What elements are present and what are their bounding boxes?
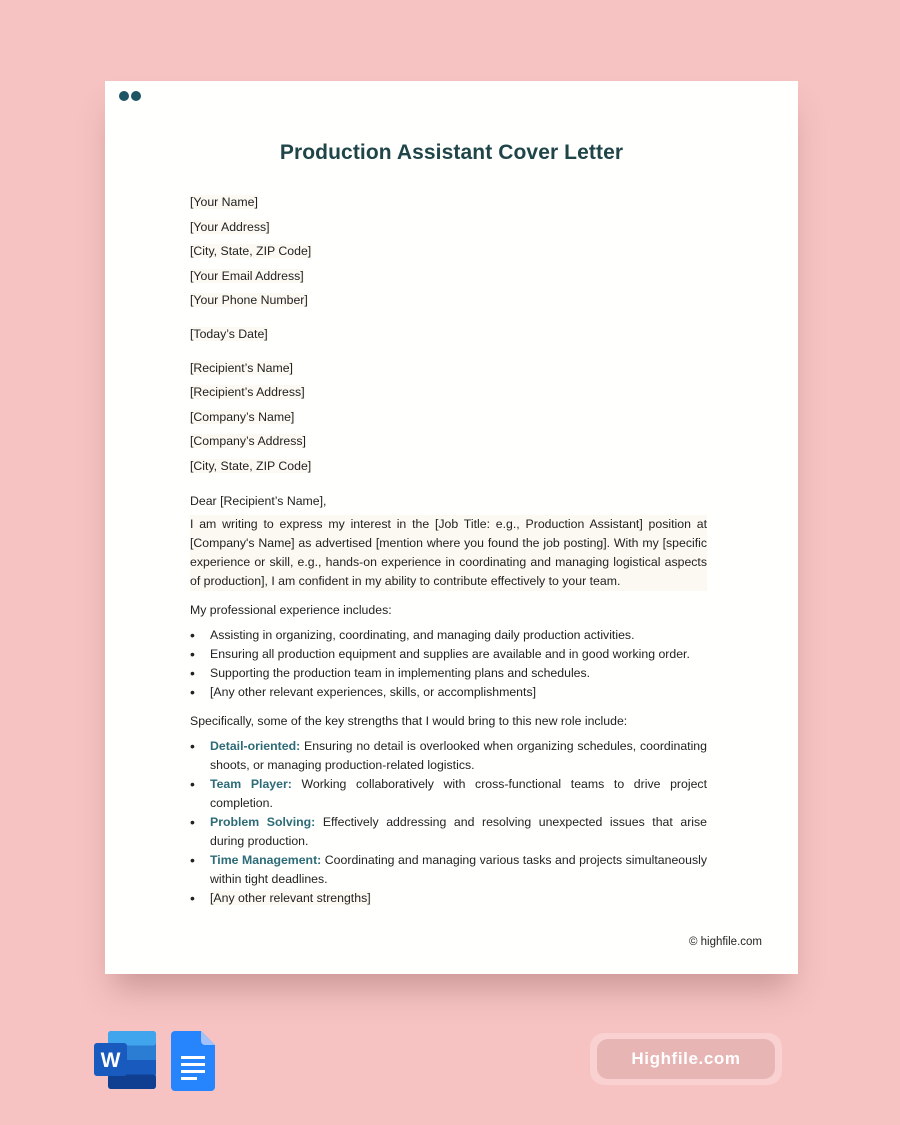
- dot-icon: [119, 91, 129, 101]
- document-title: Production Assistant Cover Letter: [279, 141, 624, 164]
- site-badge[interactable]: [590, 1033, 782, 1085]
- strength-item: [190, 813, 707, 851]
- strengths-intro: Specifically, some of the key strengths that I would bring to this new role include:: [190, 713, 628, 728]
- sender-address: [Your Address]: [190, 219, 270, 234]
- strength-text: [Any other relevant strengths]: [210, 890, 371, 905]
- sender-name: [Your Name]: [190, 195, 258, 209]
- strengths-list: [190, 737, 707, 908]
- decorative-dots-icon: [119, 91, 141, 101]
- experience-list: [190, 626, 707, 702]
- strength-item: [190, 737, 707, 775]
- company-name: [Company’s Name]: [190, 409, 295, 424]
- letter-date: [Today’s Date]: [190, 326, 268, 341]
- svg-text:W: W: [100, 1049, 121, 1072]
- experience-item: • Assisting in organizing, coordinating, and managing daily production activities.: [190, 626, 707, 645]
- company-address: [Company’s Address]: [190, 434, 306, 449]
- sender-phone: [Your Phone Number]: [190, 293, 308, 308]
- intro-paragraph: I am writing to express my interest in the [Job Title: e.g., Production Assistant] position at [Company's Name] as advertised [mention where you found the job posting]. With my [specific experience or skill, e.g., hands-on experience in coordinating and managing logistical aspects of production], I am confident in my ability to contribute effectively to your team.: [190, 515, 707, 591]
- dot-icon: [131, 91, 141, 101]
- sender-block: [190, 193, 707, 316]
- copyright-notice: © highfile.com: [688, 936, 762, 948]
- recipient-name: [Recipient’s Name]: [190, 360, 293, 375]
- strength-item: [190, 775, 707, 813]
- strength-label: Detail-oriented:: [210, 738, 301, 753]
- experience-item: • Ensuring all production equipment and supplies are available and in good working order.: [190, 645, 707, 664]
- experience-intro: My professional experience includes:: [190, 602, 392, 617]
- recipient-city: [City, State, ZIP Code]: [190, 458, 312, 473]
- experience-item: • Supporting the production team in implementing plans and schedules.: [190, 664, 707, 683]
- recipient-block: [190, 359, 707, 482]
- strength-item: [190, 889, 707, 908]
- microsoft-word-icon[interactable]: [94, 1031, 156, 1089]
- strength-label: Time Management:: [210, 852, 322, 867]
- salutation: Dear [Recipient’s Name],: [190, 493, 327, 508]
- sender-email: [Your Email Address]: [190, 268, 304, 283]
- strength-label: Team Player:: [210, 776, 292, 791]
- strength-text: Working collaboratively with cross-functional teams to drive project completion.: [210, 776, 707, 810]
- experience-item: • [Any other relevant experiences, skills, or accomplishments]: [190, 683, 707, 702]
- strength-item: [190, 851, 707, 889]
- format-icons: [94, 1031, 215, 1091]
- strength-label: Problem Solving:: [210, 814, 316, 829]
- recipient-address: [Recipient’s Address]: [190, 385, 305, 400]
- sender-city: [City, State, ZIP Code]: [190, 244, 312, 259]
- strength-text: Ensuring no detail is overlooked when organizing schedules, coordinating shoots, or managing production-related logistics.: [210, 738, 707, 772]
- strength-text: Effectively addressing and resolving unexpected issues that arise during production.: [210, 814, 708, 848]
- letter-body: [190, 193, 707, 908]
- strength-text: Coordinating and managing various tasks and projects simultaneously within tight deadlines.: [210, 852, 707, 886]
- site-badge-label[interactable]: Highfile.com: [597, 1039, 775, 1079]
- document-page: [105, 81, 798, 974]
- google-docs-icon[interactable]: [171, 1031, 215, 1091]
